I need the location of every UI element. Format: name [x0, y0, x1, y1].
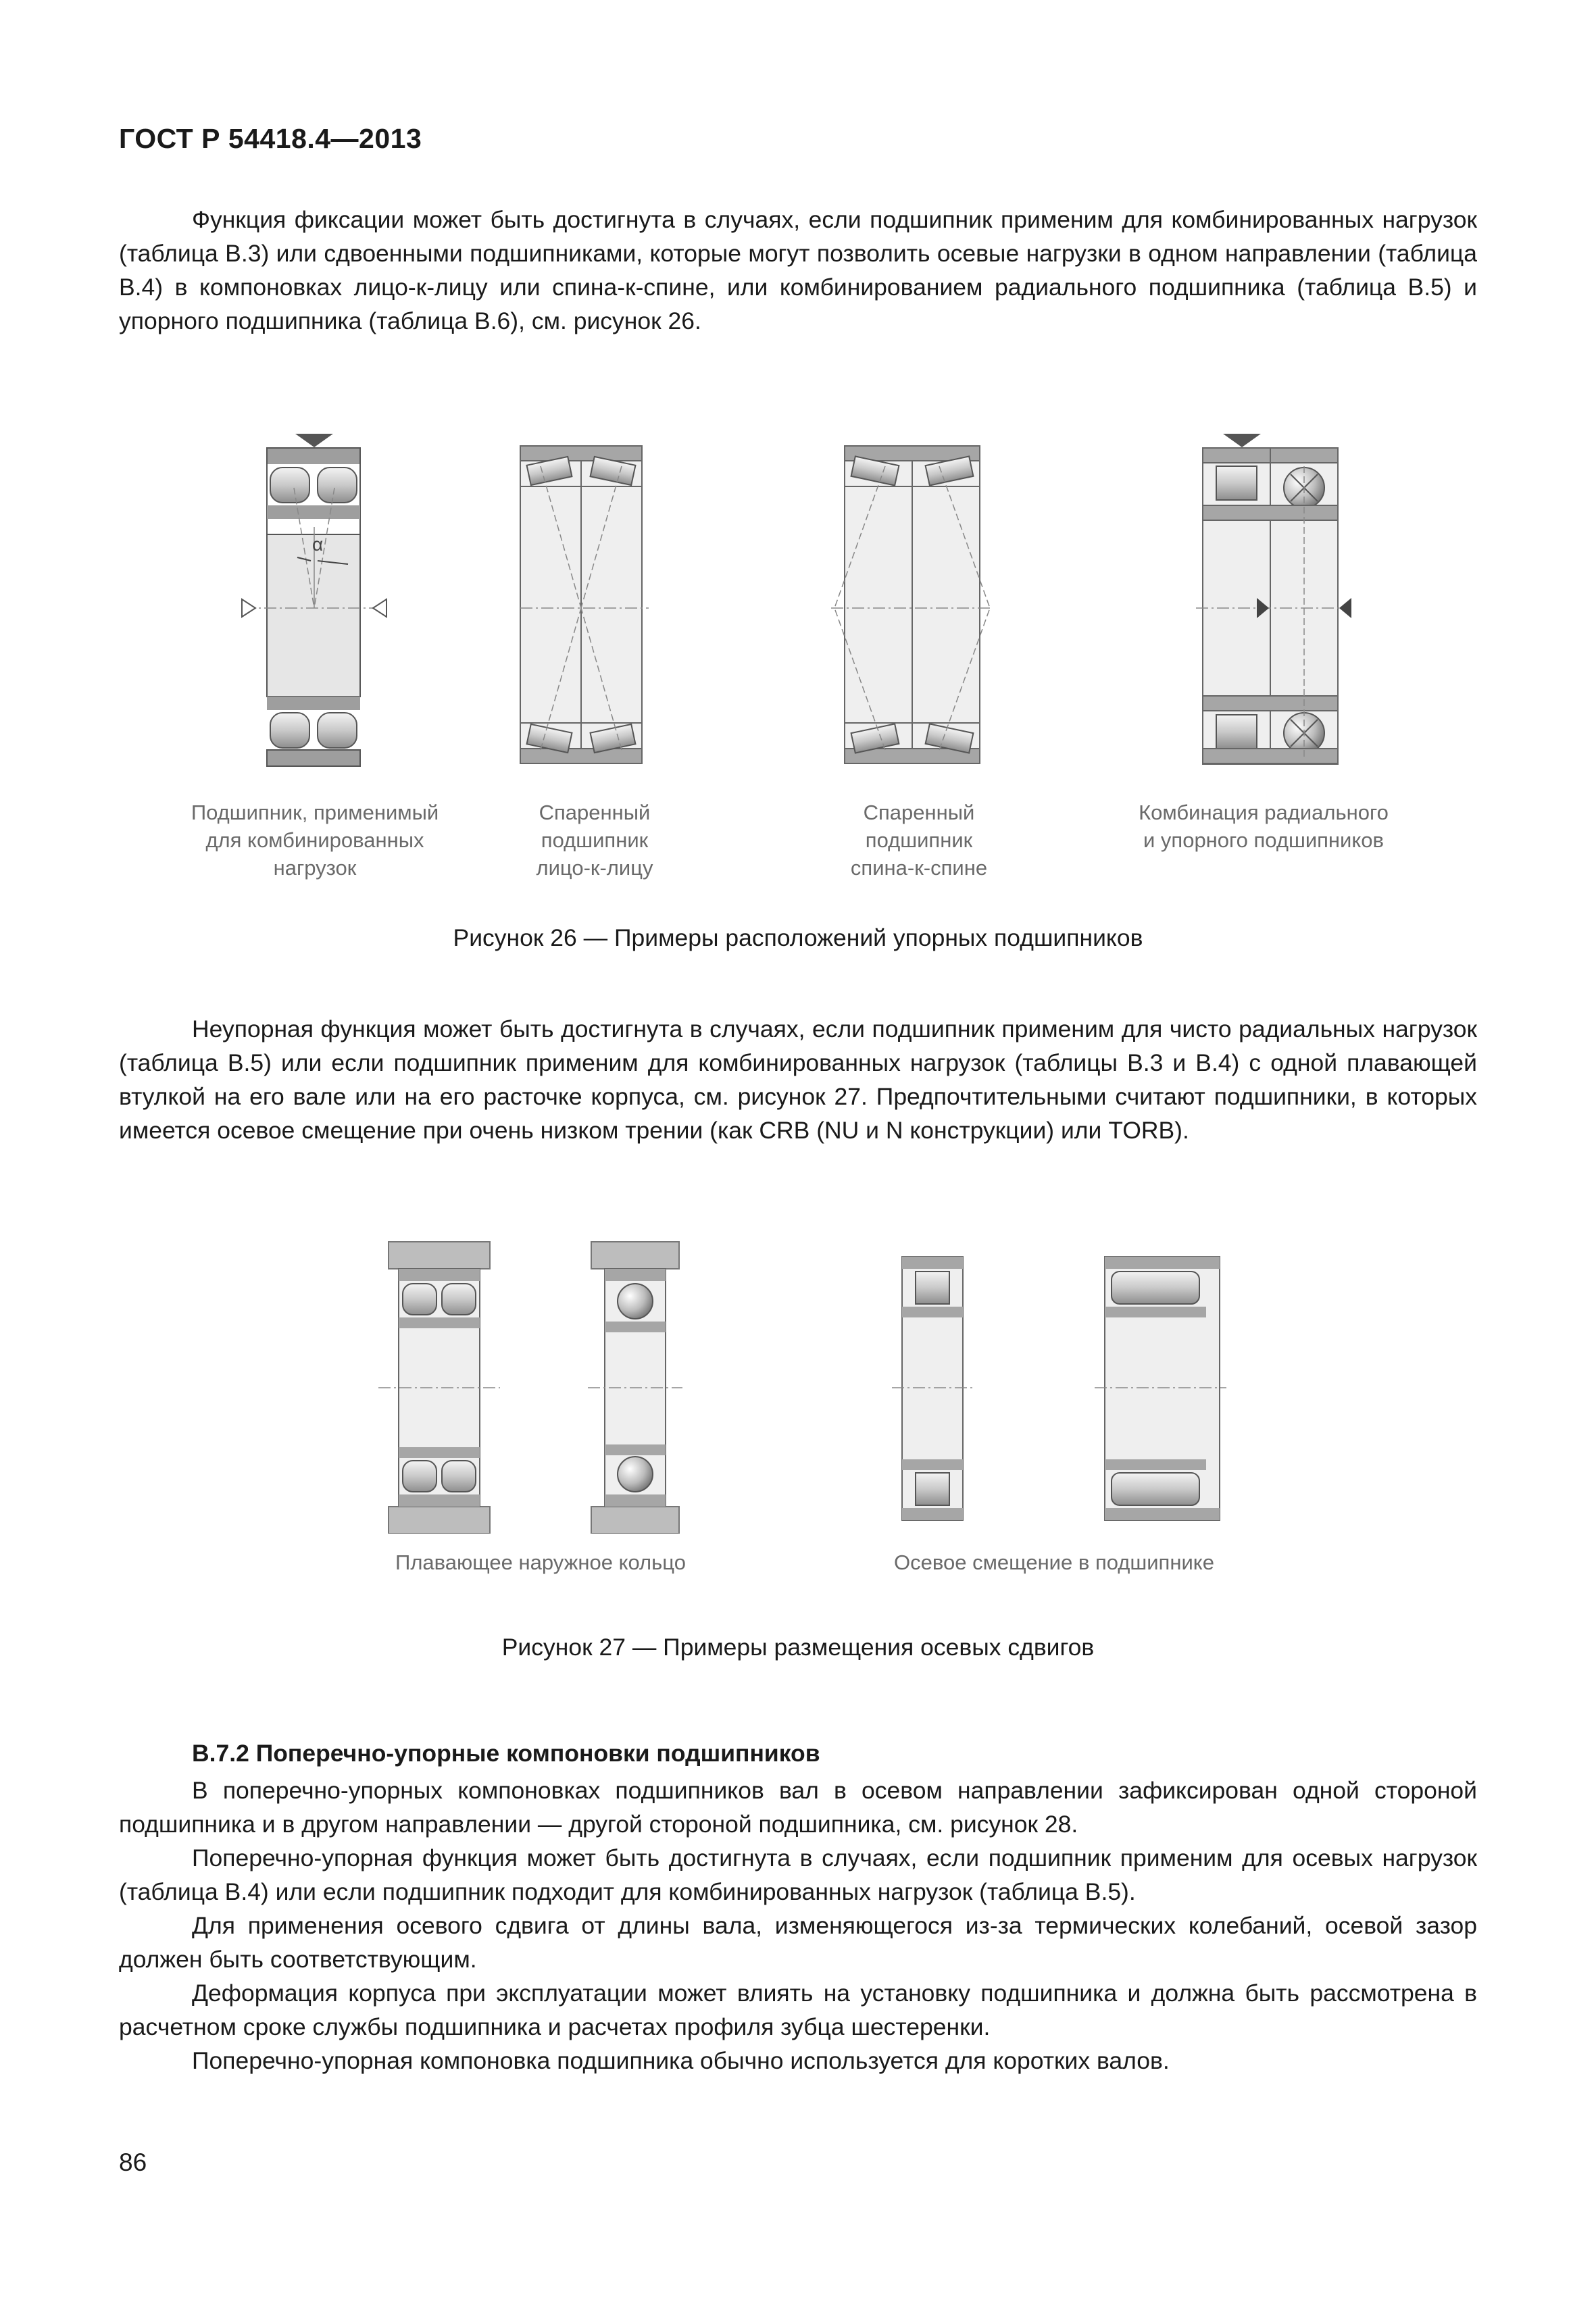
- intro-text: Функция фиксации может быть достигнута в случаях, если подшипник применим для комбинированных нагрузок (таблица В.3) или сдвоенными подшипниками, которые могут позволить осевые нагрузки в одном направлении (таблица В.4) в компоновках лицо-к-лицу или спина-к-спине, или комбинированием радиального подшипника (таблица В.5) и упорного подшипника (таблица В.6), см. рисунок 26.: [119, 206, 1477, 334]
- intro-paragraph: [119, 203, 1477, 338]
- figure26-label-face-to-face: Спаренный подшипник лицо-к-лицу: [536, 801, 653, 880]
- section-body: [119, 1774, 1477, 2078]
- figure26-caption: Рисунок 26 — Примеры расположений упорных подшипников: [453, 924, 1143, 951]
- angle-alpha-label: α: [312, 534, 324, 555]
- section-paragraph: Поперечно-упорная компоновка подшипника обычно используется для коротких валов.: [192, 2047, 1170, 2074]
- bearing-toroidal: [1095, 1257, 1226, 1520]
- section-paragraph: В поперечно-упорных компоновках подшипников вал в осевом направлении зафиксирован одной стороной подшипника и в другом направлении — другой стороной подшипника, см. рисунок 28.: [119, 1777, 1477, 1838]
- bearing-cylindrical-nu: [892, 1257, 973, 1520]
- figure26-label-back-to-back: Спаренный подшипник спина-к-спине: [850, 801, 988, 880]
- figure27-caption: Рисунок 27 — Примеры размещения осевых сдвигов: [501, 1634, 1095, 1661]
- bearing-back-to-back: [831, 446, 993, 763]
- section-paragraph: Деформация корпуса при эксплуатации может влиять на установку подшипника и должна быть рассмотрена в расчетном сроке службы подшипника и расчетах профиля зубца шестеренки.: [119, 1980, 1477, 2040]
- section-paragraph: Поперечно-упорная функция может быть достигнута в случаях, если подшипник применим для осевых нагрузок (таблица В.4) или если подшипник подходит для комбинированных нагрузок (таблица В.5).: [119, 1844, 1477, 1905]
- bearing-radial-thrust-combination: [1196, 434, 1351, 764]
- middle-text: Неупорная функция может быть достигнута в случаях, если подшипник применим для чисто радиальных нагрузок (таблица В.5) или если подшипник применим для комбинированных нагрузок (таблицы В.3 и В.4) с одной плавающей втулкой на его вале или на его расточке корпуса, см. рисунок 27. Предпочтительными считают подшипники, в которых имеется осевое смещение при очень низком трении (как CRB (NU и N конструкции) или TORB).: [119, 1015, 1477, 1144]
- bearing-floating-spherical: [378, 1242, 500, 1534]
- figure-26: [203, 426, 1405, 790]
- figure26-label-radial-thrust: Комбинация радиального и упорного подшипников: [1139, 801, 1389, 852]
- bearing-face-to-face: [520, 446, 649, 763]
- bearing-floating-ball: [588, 1242, 682, 1534]
- document-code: ГОСТ Р 54418.4—2013: [119, 123, 422, 154]
- figure26-label-combined-loads: Подшипник, применимый для комбинированных нагрузок: [191, 801, 439, 880]
- figure27-label-floating-ring: Плавающее наружное кольцо: [395, 1551, 686, 1574]
- figure27-label-axial-displacement: Осевое смещение в подшипнике: [894, 1551, 1214, 1574]
- section-heading: В.7.2 Поперечно-упорные компоновки подшипников: [192, 1740, 820, 1767]
- page-number: 86: [119, 2148, 147, 2176]
- figure-27: [378, 1236, 1230, 1534]
- bearing-spherical-roller: [242, 434, 386, 766]
- middle-paragraph: [119, 1012, 1477, 1147]
- section-paragraph: Для применения осевого сдвига от длины вала, изменяющегося из-за термических колебаний, осевой зазор должен быть соответствующим.: [119, 1912, 1477, 1973]
